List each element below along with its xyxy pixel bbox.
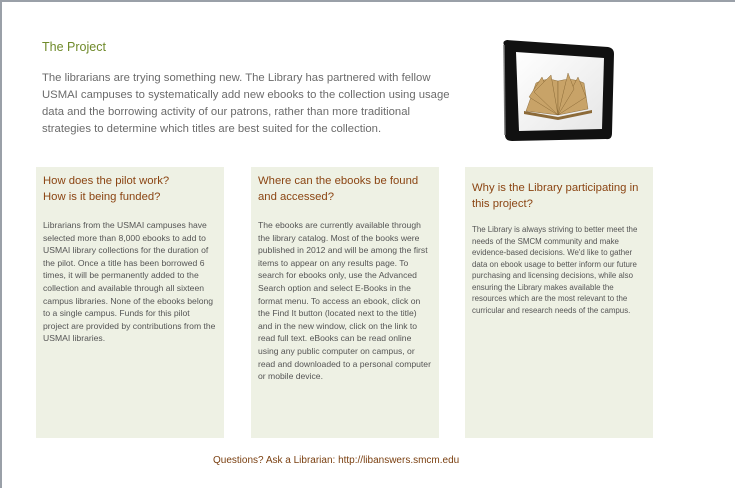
tablet-with-open-book-icon [496,37,618,143]
info-box-pilot [36,167,224,438]
box-body: The Library is always striving to better meet the needs of the SMCM community and make evidence-based decisions. We'd like to gather data on ebook usage to better inform our future purchasing and licensing decisions, while also ensuring the Library makes available the resources which are the most relevant to the curricular and research needs of the campus. [472,225,638,315]
footer-contact-link[interactable]: Questions? Ask a Librarian: http://libanswers.smcm.edu [213,455,460,466]
info-box-access [251,167,439,438]
box-heading: Where can the ebooks be found and accessed? [258,175,419,203]
box-body: Librarians from the USMAI campuses have selected more than 8,000 ebooks to add to USMAI library collections for the duration of the pilot. Once a title has been borrowed 6 times, it will be permanently added to the collection and available through all sixteen campus libraries. None of the ebooks belong to a single campus. Funds for this pilot project are provided by contributions from the USMAI libraries. [43,220,216,344]
info-box-why [465,167,653,438]
box-heading: How does the pilot work? How is it being funded? [43,175,170,203]
box-body: The ebooks are currently available through the library catalog. Most of the books were published in 2012 and will be among the first items to appear on any results page. To search for ebooks only, use the Advanced Search option and select E-Books in the format menu. To access an ebook, click on the Find It button (located next to the title) and in the new window, click on the link to read full text. eBooks can be read online using any public computer on campus, or read and downloaded to a personal computer or mobile device. [258,220,431,382]
intro-paragraph: The librarians are trying something new. The Library has partnered with fellow USMAI campuses to systematically add new ebooks to the collection using usage data and the borrowing activity of our patrons, rather than more traditional strategies to determine which titles are best suited for the collection. [42,72,450,135]
box-heading: Why is the Library participating in this project? [472,182,639,210]
page-title: The Project [42,40,106,54]
